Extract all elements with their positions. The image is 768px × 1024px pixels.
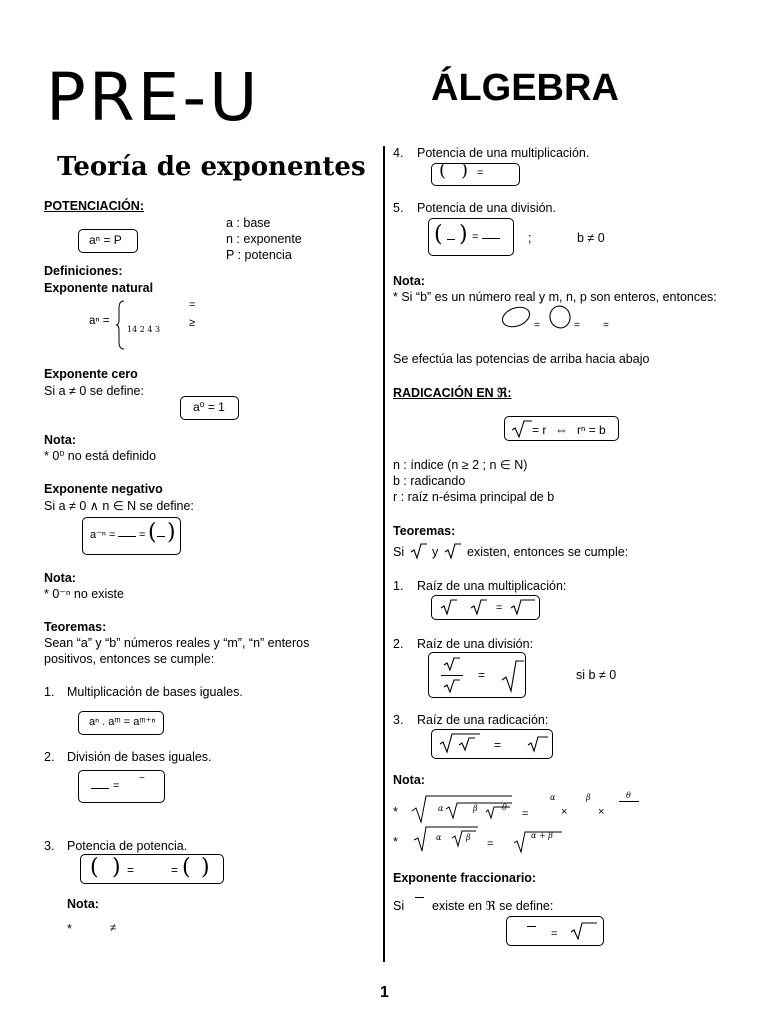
item5-paren-left: ( xyxy=(434,222,443,247)
raiz-div-root-num xyxy=(444,657,460,671)
legend-base: a : base xyxy=(226,216,271,230)
teorema3-paren-l2: ( xyxy=(182,855,191,880)
fraccionario-text: existe en ℜ se define: xyxy=(432,899,554,913)
nota5-eq-1: = xyxy=(522,808,529,820)
teorema1-label: Multiplicación de bases iguales. xyxy=(67,685,243,699)
item4-eq: = xyxy=(477,167,484,179)
teoremas2-rest: existen, entonces se cumple: xyxy=(467,545,629,559)
raiz-div-root-den xyxy=(444,679,460,693)
teoremas2-heading: Teoremas: xyxy=(393,524,456,538)
raiz-div-fraction-bar xyxy=(441,675,463,676)
radicacion-heading: RADICACIÓN EN ℜ: xyxy=(393,386,512,400)
potenciacion-formula: aⁿ = P xyxy=(89,233,122,247)
nota5-nested-root-1 xyxy=(412,795,512,823)
raiz-rad-root-result xyxy=(528,736,548,752)
natural-cond1: = xyxy=(189,299,196,311)
raiz-rad-root-inner xyxy=(459,737,475,751)
teoremas2-y: y xyxy=(432,545,439,559)
teorema3-num: 3. xyxy=(44,839,55,853)
radicacion-legend-indice: n : índice (n ≥ 2 ; n ∈ N) xyxy=(393,458,528,472)
natural-lhs: aⁿ = xyxy=(89,315,110,327)
item5-paren-right: ) xyxy=(459,222,468,247)
nota4-oval-1 xyxy=(500,305,532,329)
nota2-heading: Nota: xyxy=(44,571,76,585)
radicacion-formula-b: rⁿ = b xyxy=(577,423,606,437)
teoremas-heading: Teoremas: xyxy=(44,620,107,634)
nota3-neq: ≠ xyxy=(110,922,117,934)
fraccionario-si: Si xyxy=(393,899,405,913)
nota5-star-2: * xyxy=(393,835,398,849)
negativo-heading: Exponente negativo xyxy=(44,482,163,496)
item4-paren-right: ) xyxy=(461,160,469,181)
raiz-mult-root-2 xyxy=(471,599,487,615)
nota4-eq1: = xyxy=(534,320,540,331)
teorema3-eq2: = xyxy=(171,863,179,877)
raiz-mult-root-3 xyxy=(511,599,535,615)
nota5-beta-2: β xyxy=(586,793,591,802)
nota5-times-2: × xyxy=(598,806,605,818)
negativo-inner-bar xyxy=(157,536,165,537)
nota5-heading: Nota: xyxy=(393,773,425,787)
teorema1-num: 1. xyxy=(44,685,55,699)
teoremas-line2: positivos, entonces se cumple: xyxy=(44,652,215,666)
teorema2-formula-box xyxy=(78,770,165,803)
item5-fraction-bar xyxy=(482,238,500,239)
teorema3-paren-r2: ) xyxy=(201,855,210,880)
raiz-div-root-big xyxy=(502,660,524,692)
raiz-mult-root-1 xyxy=(441,599,457,615)
natural-brace xyxy=(116,300,126,350)
raiz-mult-num: 1. xyxy=(393,579,404,593)
fraccionario-exp-bar-2 xyxy=(527,926,536,927)
item5-num: 5. xyxy=(393,201,404,215)
raiz-div-cond: si b ≠ 0 xyxy=(576,668,617,682)
potenciacion-heading: POTENCIACIÓN: xyxy=(44,199,144,213)
page-title: Teoría de exponentes xyxy=(57,152,366,182)
teorema3-paren-l1: ( xyxy=(90,855,99,880)
teorema2-label: División de bases iguales. xyxy=(67,750,212,764)
item5-inner-bar xyxy=(447,239,455,240)
radicacion-root-symbol xyxy=(512,420,532,438)
teorema3-label: Potencia de potencia. xyxy=(67,839,188,853)
column-divider xyxy=(383,146,385,962)
radicacion-legend-raiz: r : raíz n-ésima principal de b xyxy=(393,490,555,504)
teoremas2-root-1 xyxy=(411,543,427,559)
nota3-heading: Nota: xyxy=(67,897,99,911)
radicacion-formula-a: = r xyxy=(532,423,547,437)
teorema2-minus: − xyxy=(139,773,145,784)
page-number: 1 xyxy=(380,984,389,1001)
natural-heading: Exponente natural xyxy=(44,281,154,295)
raiz-div-label: Raíz de una división: xyxy=(417,637,534,651)
nota5-theta-1: θ xyxy=(502,803,507,812)
raiz-rad-eq: = xyxy=(494,738,502,752)
nota5-beta-1: β xyxy=(473,804,478,813)
nota4-oval-2 xyxy=(548,304,572,330)
natural-cond2: ≥ xyxy=(189,317,196,329)
negativo-fraction-bar xyxy=(118,536,136,537)
raiz-div-eq: = xyxy=(478,668,486,682)
nota5-root-stub xyxy=(619,801,639,802)
nota5-star-1: * xyxy=(393,805,398,819)
negativo-eq: = xyxy=(139,529,146,541)
fraccionario-root xyxy=(571,922,597,940)
brand-title: PRE-U xyxy=(46,59,261,136)
teorema2-fraction-bar xyxy=(91,788,109,789)
nota5-alpha-plus-beta: α + β xyxy=(531,831,553,840)
fraccionario-heading: Exponente fraccionario: xyxy=(393,871,537,885)
negativo-paren-right: ) xyxy=(167,520,176,545)
nota4-heading: Nota: xyxy=(393,274,425,288)
nota1-heading: Nota: xyxy=(44,433,76,447)
nota4-eq3: = xyxy=(603,320,609,331)
radicacion-legend-radicando: b : radicando xyxy=(393,474,466,488)
cero-heading: Exponente cero xyxy=(44,367,138,381)
item5-cond: b ≠ 0 xyxy=(577,231,605,245)
negativo-lhs: a⁻ⁿ = xyxy=(90,529,116,541)
radicacion-arrow: ⇔ xyxy=(555,422,568,437)
nota5-alpha-2: α xyxy=(550,793,556,802)
teorema1-formula: aⁿ . aᵐ = aᵐ⁺ⁿ xyxy=(89,716,156,728)
fraccionario-exp-bar xyxy=(415,897,424,898)
teoremas2-root-2 xyxy=(445,543,461,559)
definiciones-heading: Definiciones: xyxy=(44,264,123,278)
teorema2-eq: = xyxy=(113,780,120,792)
nota2-text: * 0⁻ⁿ no existe xyxy=(44,587,124,601)
item4-label: Potencia de una multiplicación. xyxy=(417,146,590,160)
nota1-text: * 0⁰ no está definido xyxy=(44,449,157,463)
raiz-mult-label: Raíz de una multiplicación: xyxy=(417,579,567,593)
legend-exponente: n : exponente xyxy=(226,232,302,246)
fraccionario-eq: = xyxy=(551,928,558,940)
nota5-theta-2: θ xyxy=(626,791,631,800)
subject-title: ÁLGEBRA xyxy=(431,67,619,109)
item4-num: 4. xyxy=(393,146,404,160)
nota4-eq2: = xyxy=(574,320,580,331)
nota5-eq-2: = xyxy=(487,838,494,850)
teorema3-paren-r1: ) xyxy=(112,855,121,880)
legend-potencia: P : potencia xyxy=(226,248,292,262)
raiz-rad-label: Raíz de una radicación: xyxy=(417,713,549,727)
nota5-alpha-1: α xyxy=(438,804,444,813)
nota5-times-1: × xyxy=(561,806,568,818)
nota3-star: * xyxy=(67,922,72,936)
negativo-paren-left: ( xyxy=(148,520,157,545)
cero-text: Si a ≠ 0 se define: xyxy=(44,384,144,398)
item4-paren-left: ( xyxy=(439,160,447,181)
nota4-text: * Si “b” es un número real y m, n, p son enteros, entonces: xyxy=(393,290,717,304)
teoremas2-si: Si xyxy=(393,545,405,559)
cero-formula: a⁰ = 1 xyxy=(193,400,225,414)
item5-label: Potencia de una división. xyxy=(417,201,556,215)
teorema3-eq1: = xyxy=(127,863,135,877)
teorema2-num: 2. xyxy=(44,750,55,764)
item5-eq: = xyxy=(472,231,479,243)
efectua-text: Se efectúa las potencias de arriba hacia abajo xyxy=(393,352,650,366)
raiz-div-num: 2. xyxy=(393,637,404,651)
teoremas-line1: Sean “a” y “b” números reales y “m”, “n” enteros xyxy=(44,636,310,650)
nota5-beta-3: β xyxy=(466,833,471,842)
item5-semicolon: ; xyxy=(528,231,532,245)
negativo-text: Si a ≠ 0 ∧ n ∈ N se define: xyxy=(44,499,194,513)
nota5-alpha-3: α xyxy=(436,833,442,842)
natural-brace-note: 14 2 4 3 xyxy=(127,325,161,334)
raiz-mult-eq: = xyxy=(496,602,503,614)
raiz-rad-num: 3. xyxy=(393,713,404,727)
